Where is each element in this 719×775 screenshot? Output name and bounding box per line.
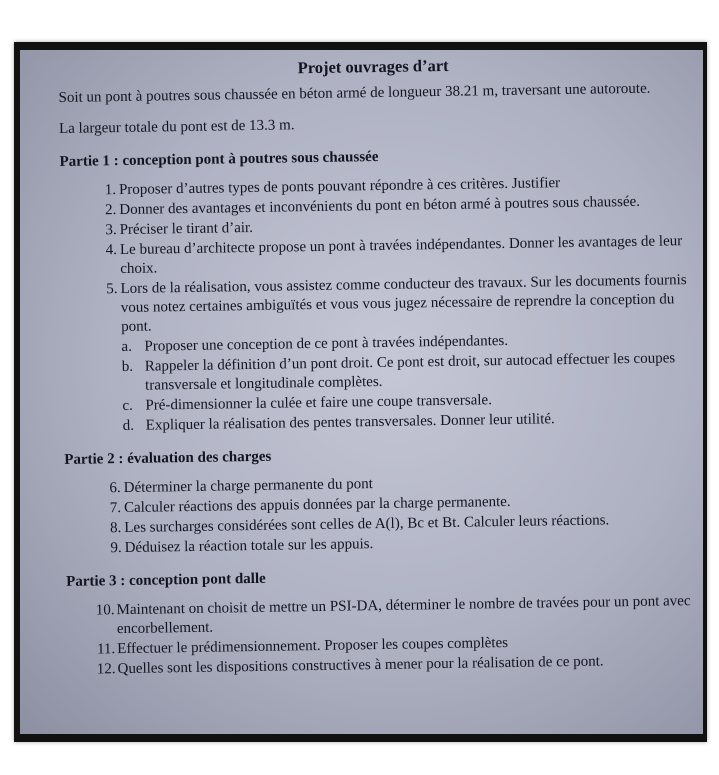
question-number: 10. xyxy=(95,602,115,619)
document-title: Projet ouvrages d’art xyxy=(297,55,449,78)
question-number: 6. xyxy=(109,480,121,497)
question-text: Préciser le tirant d’air. xyxy=(119,219,254,239)
intro-paragraph-1: Soit un pont à poutres sous chaussée en béton armé de longueur 38.21 m, traversant une autoroute. xyxy=(58,80,651,106)
question-number: 9. xyxy=(110,540,122,557)
question-text: Le bureau d’architecte propose un pont à travées indépendantes. Donner les avantages de leur choix. xyxy=(119,233,683,278)
partie-3-heading: Partie 3 : conception pont dalle xyxy=(66,570,266,590)
question-text: Proposer d’autres types de ponts pouvant répondre à ces critères. Justifier xyxy=(118,175,561,199)
question-number: 5. xyxy=(106,281,118,298)
sub-question-letter: a. xyxy=(121,338,133,356)
sub-question-letter: c. xyxy=(122,397,133,415)
sub-question-text: Proposer une conception de ce pont à travées indépendantes. xyxy=(144,332,509,355)
document-sheet xyxy=(20,50,703,734)
question-5 xyxy=(61,271,692,338)
sub-question-letter: d. xyxy=(122,417,135,435)
question-text: Effectuer le prédimensionnement. Proposer les coupes complètes xyxy=(117,635,509,658)
question-text: Maintenant on choisit de mettre un PSI-DA, déterminer le nombre de travées pour un pont avec encorbellement. xyxy=(116,593,691,638)
question-number: 3. xyxy=(105,222,117,239)
question-number: 8. xyxy=(109,520,122,537)
question-number: 12. xyxy=(96,661,116,678)
question-text: Déterminer la charge permanente du pont xyxy=(123,476,373,497)
sub-question-text: Rappeler la définition d’un pont droit. Ce pont est droit, sur autocad effectuer les coupes transversale et longitudinale complètes. xyxy=(144,350,676,394)
question-number: 11. xyxy=(96,641,116,658)
question-text: Les surcharges considérées sont celles de A(l), Bc et Bt. Calculer leurs réactions. xyxy=(124,512,610,537)
sub-question-letter: b. xyxy=(121,358,134,376)
question-number: 1. xyxy=(104,182,117,199)
sub-question-text: Pré-dimensionner la culée et faire une coupe transversale. xyxy=(145,392,493,414)
question-number: 4. xyxy=(105,242,118,259)
question-text: Déduisez la réaction totale sur les appuis. xyxy=(124,536,374,557)
partie-2-heading: Partie 2 : évaluation des charges xyxy=(64,448,272,468)
question-text: Quelles sont les dispositions constructives à mener pour la réalisation de ce pont. xyxy=(117,653,604,678)
question-number: 2. xyxy=(104,202,117,219)
question-text: Calculer réactions des appuis données par la charge permanente. xyxy=(123,493,511,517)
photo-frame xyxy=(14,42,707,742)
question-text: Lors de la réalisation, vous assistez comme conducteur des travaux. Sur les documents fournis vous notez certaines ambiguïtés et vous vous jugez nécessaire de reprendre la conception du pont. xyxy=(120,272,687,336)
document-text xyxy=(58,52,698,681)
intro-paragraph-2: La largeur totale du pont est de 13.3 m. xyxy=(58,117,295,137)
sub-question-text: Expliquer la réalisation des pentes transversales. Donner leur utilité. xyxy=(145,411,555,434)
partie-1-heading: Partie 1 : conception pont à poutres sous chaussée xyxy=(59,148,379,170)
question-text: Donner des avantages et inconvénients du pont en béton armé à poutres sous chaussée. xyxy=(119,193,641,219)
question-number: 7. xyxy=(109,500,122,517)
